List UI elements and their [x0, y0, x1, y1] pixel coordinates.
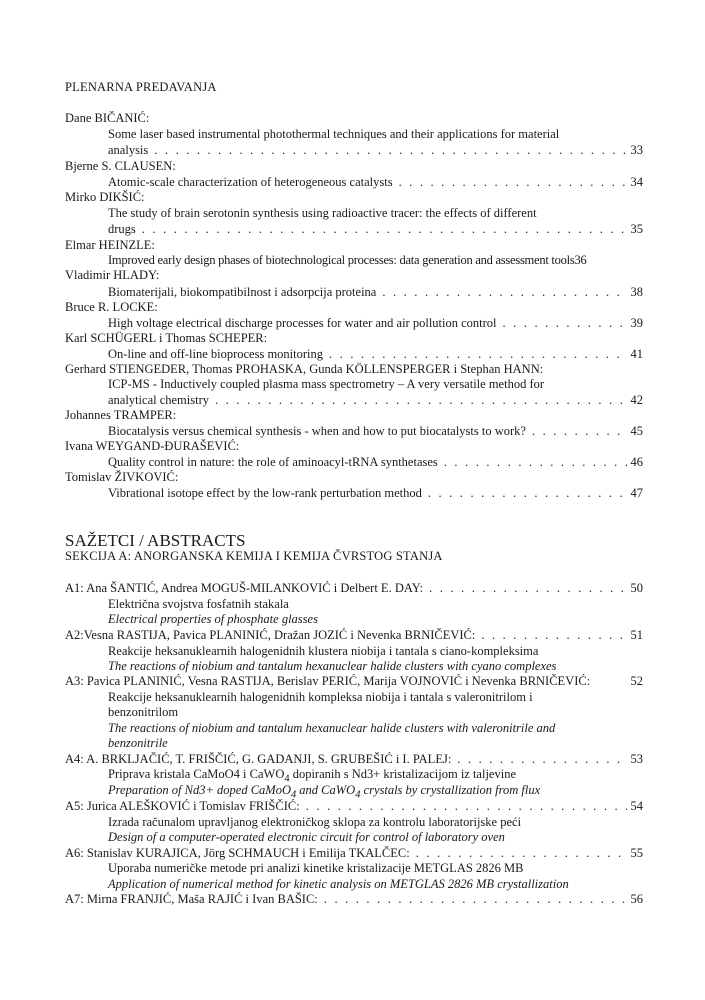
- section-heading-plenarna: PLENARNA PREDAVANJA: [65, 80, 217, 94]
- page-number: 53: [630, 752, 643, 766]
- page-number: 50: [630, 581, 643, 595]
- plenary-title: ICP-MS - Inductively coupled plasma mass spectrometry – A very versatile method for: [108, 377, 545, 391]
- toc-line: [108, 253, 643, 268]
- toc-line: [108, 143, 643, 158]
- page-number: 42: [630, 393, 643, 407]
- plenary-author: Vladimir HLADY:: [65, 268, 160, 282]
- dot-leader: [416, 846, 627, 861]
- abstract-authors: A4: A. BRKLJAČIĆ, T. FRIŠČIĆ, G. GADANJI, S. GRUBEŠIĆ i I. PALEJ:: [65, 752, 452, 766]
- abstract-authors: A1: Ana ŠANTIĆ, Andrea MOGUŠ-MILANKOVIĆ i Delbert E. DAY:: [65, 581, 424, 595]
- toc-line: [108, 455, 643, 470]
- toc-line: [108, 175, 643, 190]
- abstract-title: benzonitrilom: [108, 705, 179, 719]
- abstract-title-part: Priprava kristala CaMoO4 i CaWO: [108, 767, 285, 781]
- page-number: 45: [630, 424, 643, 438]
- toc-line: [108, 486, 643, 501]
- page-number: 33: [630, 143, 643, 157]
- subscript: 4: [355, 789, 361, 801]
- dot-leader: [429, 581, 626, 596]
- plenary-author: Tomislav ŽIVKOVIĆ:: [65, 470, 179, 484]
- page-number: 41: [630, 347, 643, 361]
- abstract-authors: A3: Pavica PLANINIĆ, Vesna RASTIJA, Berislav PERIĆ, Marija VOJNOVIĆ i Nevenka BRNIČEVIĆ:: [65, 674, 591, 688]
- toc-line: [65, 581, 643, 596]
- page-number: 36: [574, 253, 587, 267]
- dot-leader: [382, 285, 626, 300]
- dot-leader: [532, 424, 627, 439]
- spacer: [590, 674, 630, 689]
- plenary-author: Bjerne S. CLAUSEN:: [65, 159, 176, 173]
- dot-leader: [399, 175, 627, 190]
- abstract-title-en: The reactions of niobium and tantalum hexanuclear halide clusters with valeronitrile and: [108, 721, 556, 735]
- abstract-authors: A2:Vesna RASTIJA, Pavica PLANINIĆ, Dražan JOZIĆ i Nevenka BRNIČEVIĆ:: [65, 628, 476, 642]
- abstract-title-en: Design of a computer-operated electronic circuit for control of laboratory oven: [108, 830, 505, 844]
- toc-line: [108, 285, 643, 300]
- plenary-title: Vibrational isotope effect by the low-rank perturbation method: [108, 486, 422, 500]
- dot-leader: [142, 222, 627, 237]
- plenary-title: drugs: [108, 222, 136, 236]
- subscript: 4: [284, 773, 290, 785]
- plenary-title: High voltage electrical discharge processes for water and air pollution control: [108, 316, 497, 330]
- section-heading-abstracts: SAŽETCI / ABSTRACTS: [65, 531, 246, 550]
- page-number: 39: [630, 316, 643, 330]
- plenary-author: Mirko DIKŠIĆ:: [65, 190, 145, 204]
- page-number: 35: [630, 222, 643, 236]
- page-number: 56: [630, 892, 643, 906]
- abstract-title: Električna svojstva fosfatnih stakala: [108, 597, 289, 611]
- abstract-title: Reakcije heksanuklearnih halogenidnih klustera niobija i tantala s ciano-kompleksima: [108, 644, 539, 658]
- abstract-title: Izrada računalom upravljanog elektroničkog sklopa za kontrolu laboratorijske peći: [108, 815, 522, 829]
- abstract-title: Reakcije heksanuklearnih halogenidnih kompleksa niobija i tantala s valeronitrilom i: [108, 690, 533, 704]
- toc-line: [65, 674, 643, 689]
- page-number: 52: [630, 674, 643, 688]
- abstract-authors: A7: Mirna FRANJIĆ, Maša RAJIĆ i Ivan BAŠIC:: [65, 892, 318, 906]
- toc-line: [108, 222, 643, 237]
- toc-line: [108, 424, 643, 439]
- toc-line: [65, 892, 643, 907]
- abstract-authors: A6: Stanislav KURAJICA, Jörg SCHMAUCH i Emilija TKALČEC:: [65, 846, 410, 860]
- page-number: 47: [630, 486, 643, 500]
- abstract-title-en: benzonitrile: [108, 736, 168, 750]
- abstract-title-part: Preparation of Nd3+ doped CaMoO: [108, 783, 291, 797]
- page-number: 54: [630, 799, 643, 813]
- abstract-title: Uporaba numeričke metode pri analizi kinetike kristalizacije METGLAS 2826 MB: [108, 861, 524, 875]
- plenary-title: Quality control in nature: the role of aminoacyl-tRNA synthetases: [108, 455, 438, 469]
- dot-leader: [503, 316, 627, 331]
- page-number: 55: [630, 846, 643, 860]
- plenary-author: Ivana WEYGAND-ĐURAŠEVIĆ:: [65, 439, 240, 453]
- plenary-title: Biocatalysis versus chemical synthesis - when and how to put biocatalysts to work?: [108, 424, 526, 438]
- plenary-author: Gerhard STIENGEDER, Thomas PROHASKA, Gunda KÖLLENSPERGER i Stephan HANN:: [65, 362, 544, 376]
- abstract-title-en: Electrical properties of phosphate glasses: [108, 612, 318, 626]
- abstract-title-part: dopiranih s Nd3+ kristalizacijom iz taljevine: [289, 767, 516, 781]
- plenary-author: Bruce R. LOCKE:: [65, 300, 158, 314]
- abstract-title-part: crystals by crystallization from flux: [360, 783, 541, 797]
- toc-line: [65, 799, 643, 814]
- plenary-title: Some laser based instrumental photothermal techniques and their applications for material: [108, 127, 560, 141]
- page-number: 51: [630, 628, 643, 642]
- dot-leader: [329, 347, 626, 362]
- abstract-title-part: and CaWO: [296, 783, 356, 797]
- abstract-authors: A5: Jurica ALEŠKOVIĆ i Tomislav FRIŠČIĆ:: [65, 799, 300, 813]
- toc-line: [65, 846, 643, 861]
- plenary-author: Elmar HEINZLE:: [65, 238, 155, 252]
- subscript: 4: [290, 789, 297, 801]
- subsection-heading: SEKCIJA A: ANORGANSKA KEMIJA I KEMIJA ČVRSTOG STANJA: [65, 549, 443, 563]
- page-number: 46: [630, 455, 643, 469]
- plenary-title: On-line and off-line bioprocess monitoring: [108, 347, 324, 361]
- dot-leader: [428, 486, 627, 501]
- plenary-title: analysis: [108, 143, 149, 157]
- plenary-title: The study of brain serotonin synthesis using radioactive tracer: the effects of different: [108, 206, 537, 220]
- toc-line: [108, 347, 643, 362]
- plenary-title: analytical chemistry: [108, 393, 210, 407]
- page-number: 38: [630, 285, 643, 299]
- dot-leader: [457, 752, 626, 767]
- plenary-title: Improved early design phases of biotechnological processes: data generation and assessment tools: [108, 253, 575, 267]
- abstract-title-en: The reactions of niobium and tantalum hexanuclear halide clusters with cyano complexes: [108, 659, 557, 673]
- dot-leader: [444, 455, 627, 470]
- plenary-author: Dane BIČANIĆ:: [65, 111, 150, 125]
- plenary-author: Karl SCHÜGERL i Thomas SCHEPER:: [65, 331, 268, 345]
- plenary-title: Atomic-scale characterization of heterogeneous catalysts: [108, 175, 393, 189]
- dot-leader: [215, 393, 626, 408]
- toc-line: [108, 316, 643, 331]
- toc-line: [108, 393, 643, 408]
- page-number: 34: [630, 175, 643, 189]
- dot-leader: [154, 143, 626, 158]
- dot-leader: [306, 799, 627, 814]
- abstract-title-en: Application of numerical method for kinetic analysis on METGLAS 2826 MB crystallization: [108, 877, 569, 891]
- dot-leader: [324, 892, 627, 907]
- plenary-title: Biomaterijali, biokompatibilnost i adsorpcija proteina: [108, 285, 377, 299]
- plenary-author: Johannes TRAMPER:: [65, 408, 177, 422]
- dot-leader: [481, 628, 626, 643]
- toc-line: [65, 628, 643, 643]
- toc-line: [65, 752, 643, 767]
